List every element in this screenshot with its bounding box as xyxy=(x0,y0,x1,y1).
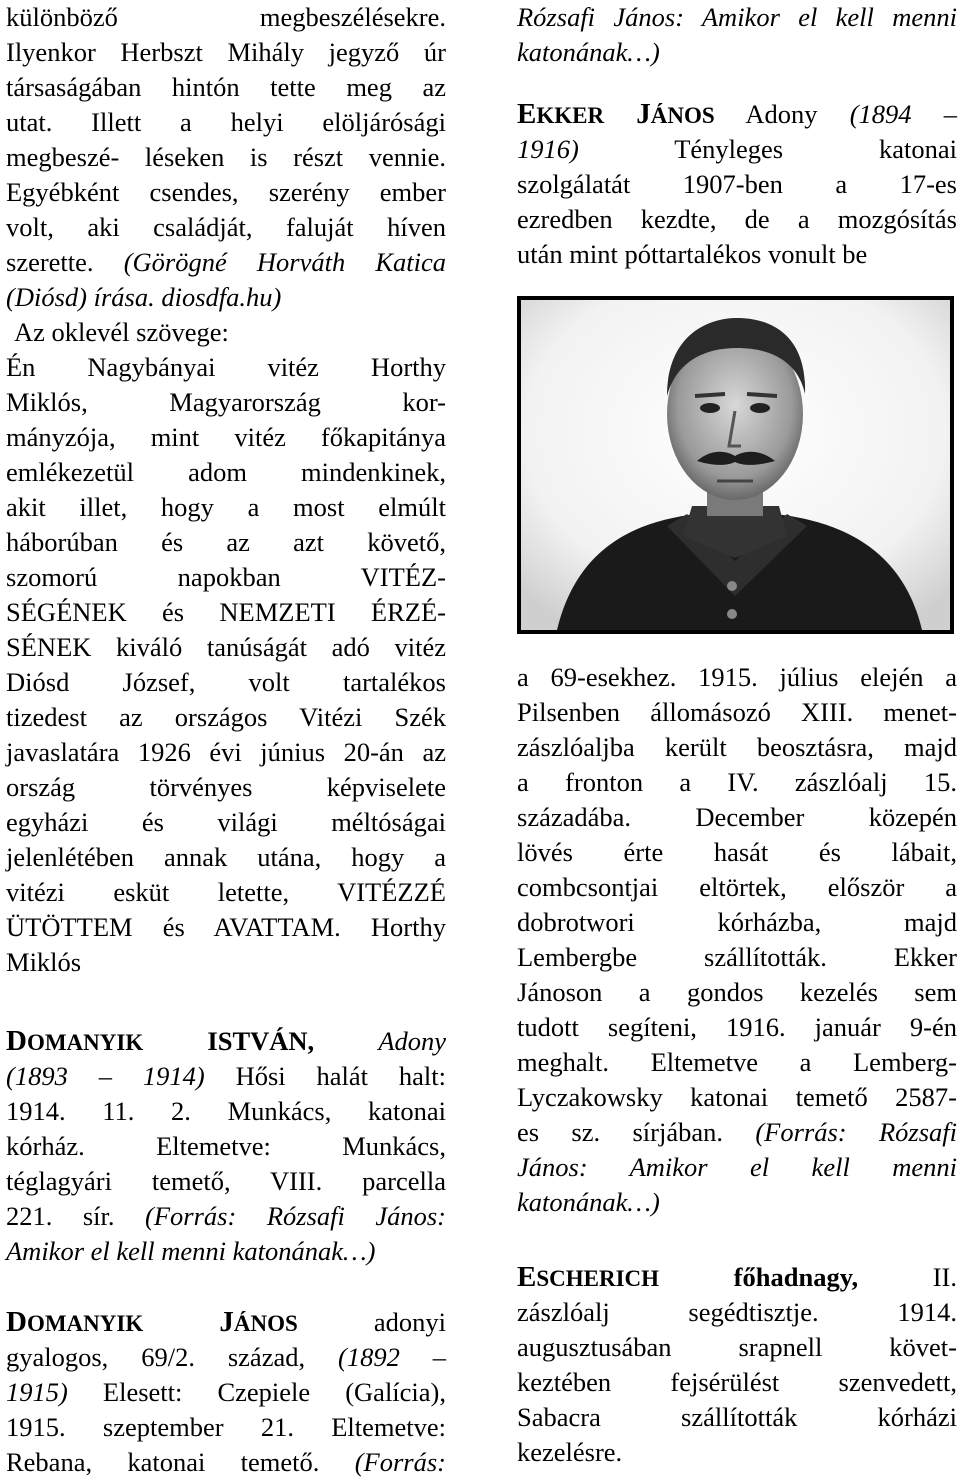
text-line: Egyébként csendes, szerény ember xyxy=(6,177,446,207)
text-line: kórház. Eltemetve: Munkács, xyxy=(6,1131,446,1161)
text-fragment: 221. sír. xyxy=(6,1201,115,1231)
source-citation: Amikor el kell menni katonának…) xyxy=(6,1236,376,1266)
text-line: Miklós, Magyarország kor- xyxy=(6,387,446,417)
text-line: vitézi esküt letette, VITÉZZÉ xyxy=(6,877,446,907)
rank: főhadnagy, xyxy=(733,1262,859,1292)
text-line xyxy=(517,1115,957,1150)
left-column xyxy=(6,0,446,1480)
source-citation: (Forrás: xyxy=(354,1447,446,1477)
right-column-lower xyxy=(517,660,957,1470)
text-fragment: Elesett: Czepiele (Galícia), xyxy=(102,1377,446,1407)
text-fragment: es sz. sírjában. xyxy=(517,1117,723,1147)
text-line: akit illet, hogy a most elmúlt xyxy=(6,492,446,522)
text-line: szolgálatát 1907-ben a 17-es xyxy=(517,169,957,199)
given-name: JÁNOS xyxy=(636,98,715,130)
text-line: jelenlétében annak utána, hogy a xyxy=(6,842,446,872)
text-line xyxy=(6,245,446,280)
text-line: meghalt. Eltemetve a Lemberg- xyxy=(517,1047,957,1077)
text-line: 1915. szeptember 21. Eltemetve: xyxy=(6,1412,446,1442)
text-line: tudott segíteni, 1916. január 9-én xyxy=(517,1012,957,1042)
text-line: Jánoson a gondos kezelés sem xyxy=(517,977,957,1007)
text-line: keztében fejsérülést szenvedett, xyxy=(517,1367,957,1397)
text-fragment: gyalogos, 69/2. század, xyxy=(6,1342,306,1372)
text-line: után mint póttartalékos vonult be xyxy=(517,239,868,269)
place: Adony xyxy=(745,99,818,129)
text-line: ÜTÖTTEM és AVATTAM. Horthy xyxy=(6,912,446,942)
text-fragment: szerette. xyxy=(6,247,94,277)
text-line: a 69-esekhez. 1915. július elején a xyxy=(517,662,957,692)
text-line xyxy=(517,132,957,167)
text-line: Pilsenben állomásozó XIII. menet- xyxy=(517,697,957,727)
place: Adony xyxy=(378,1026,447,1056)
text-line: kezelésre. xyxy=(517,1437,623,1467)
text-line: SÉNEK kiváló tanúságát adó vitéz xyxy=(6,632,446,662)
text-line: Sabacra szállították kórházi xyxy=(517,1402,957,1432)
source-citation: katonának…) xyxy=(517,1187,660,1217)
text-line: zászlóaljba került beosztásra, majd xyxy=(517,732,957,762)
text-line: Lyczakowsky katonai temető 2587- xyxy=(517,1082,957,1112)
years: 1915) xyxy=(6,1377,68,1407)
source-citation: János: Amikor el kell menni xyxy=(517,1152,957,1182)
text-line: dobrotwori kórházba, majd xyxy=(517,907,957,937)
text-line: Diósd József, volt tartalékos xyxy=(6,667,446,697)
text-line: zászlóalj segédtisztje. 1914. xyxy=(517,1297,957,1327)
text-line: szomorú napokban VITÉZ- xyxy=(6,562,446,592)
text-fragment: Hősi halát halt: xyxy=(235,1061,446,1091)
source-citation: katonának…) xyxy=(517,37,660,67)
years: (1894 – xyxy=(849,99,957,129)
source-citation: (Forrás: Rózsafi xyxy=(755,1117,957,1147)
text-line xyxy=(6,1059,446,1094)
text-line: ország törvényes képviselete xyxy=(6,772,446,802)
years: (1893 – 1914) xyxy=(6,1061,205,1091)
soldier-portrait-photo xyxy=(517,296,954,634)
source-citation: (Diósd) írása. diosdfa.hu) xyxy=(6,282,282,312)
text-line: társaságában hintón tette meg az xyxy=(6,72,446,102)
soldier-portrait-icon xyxy=(517,296,954,634)
text-line: SÉGÉNEK és NEMZETI ÉRZÉ- xyxy=(6,597,446,627)
right-column xyxy=(517,0,957,272)
surname: ESCHERICH xyxy=(517,1261,660,1293)
text-line: megbeszé- léseken is részt vennie. xyxy=(6,142,446,172)
years: 1916) xyxy=(517,134,579,164)
entry-heading-domanyik-istvan xyxy=(6,1024,446,1059)
section-heading: Az oklevél szövege: xyxy=(14,317,229,347)
text-line: Lembergbe szállították. Ekker xyxy=(517,942,957,972)
text-fragment: adonyi xyxy=(373,1307,447,1337)
text-line: javaslatára 1926 évi június 20-án az xyxy=(6,737,446,767)
text-line xyxy=(6,1445,446,1480)
text-line: tizedest az országos Vitézi Szék xyxy=(6,702,446,732)
text-line: Én Nagybányai vitéz Horthy xyxy=(6,352,446,382)
text-line: utat. Illett a helyi elöljárósági xyxy=(6,107,446,137)
text-line: lövés érte hasát és lábait, xyxy=(517,837,957,867)
text-line xyxy=(6,1375,446,1410)
text-line xyxy=(6,1340,446,1375)
text-line: combcsontjai eltörtek, először a xyxy=(517,872,957,902)
text-line xyxy=(6,1199,446,1234)
text-line: Miklós xyxy=(6,947,82,977)
text-fragment: II. xyxy=(932,1262,957,1292)
surname: EKKER xyxy=(517,98,605,130)
text-fragment: Tényleges katonai xyxy=(674,134,957,164)
surname: DOMANYIK xyxy=(6,1025,144,1057)
given-name: ISTVÁN, xyxy=(207,1026,315,1056)
entry-heading-ekker-janos xyxy=(517,97,957,132)
text-fragment: Rebana, katonai temető. xyxy=(6,1447,320,1477)
text-line: ezredben kezdte, de a mozgósítás xyxy=(517,204,957,234)
text-line: téglagyári temető, VIII. parcella xyxy=(6,1166,446,1196)
years: (1892 – xyxy=(338,1342,446,1372)
text-line: mányzója, mint vitéz főkapitánya xyxy=(6,422,446,452)
text-line: 1914. 11. 2. Munkács, katonai xyxy=(6,1096,446,1126)
surname: DOMANYIK xyxy=(6,1306,144,1338)
text-line: egyházi és világi méltóságai xyxy=(6,807,446,837)
text-line: századába. December közepén xyxy=(517,802,957,832)
text-line: volt, aki családját, faluját híven xyxy=(6,212,446,242)
text-line: különböző megbeszélésekre. xyxy=(6,2,446,32)
text-line: emlékezetül adom mindenkinek, xyxy=(6,457,446,487)
source-citation: (Forrás: Rózsafi János: xyxy=(145,1201,447,1231)
text-line: a fronton a IV. zászlóalj 15. xyxy=(517,767,957,797)
text-line: Ilyenkor Herbszt Mihály jegyző úr xyxy=(6,37,446,67)
source-citation: (Görögné Horváth Katica xyxy=(123,247,446,277)
given-name: JÁNOS xyxy=(219,1306,298,1338)
text-line: háborúban és az azt követő, xyxy=(6,527,446,557)
text-line: augusztusában srapnell követ- xyxy=(517,1332,957,1362)
entry-heading-domanyik-janos xyxy=(6,1305,446,1340)
source-citation: Rózsafi János: Amikor el kell menni xyxy=(517,2,957,32)
entry-heading-escherich xyxy=(517,1260,957,1295)
